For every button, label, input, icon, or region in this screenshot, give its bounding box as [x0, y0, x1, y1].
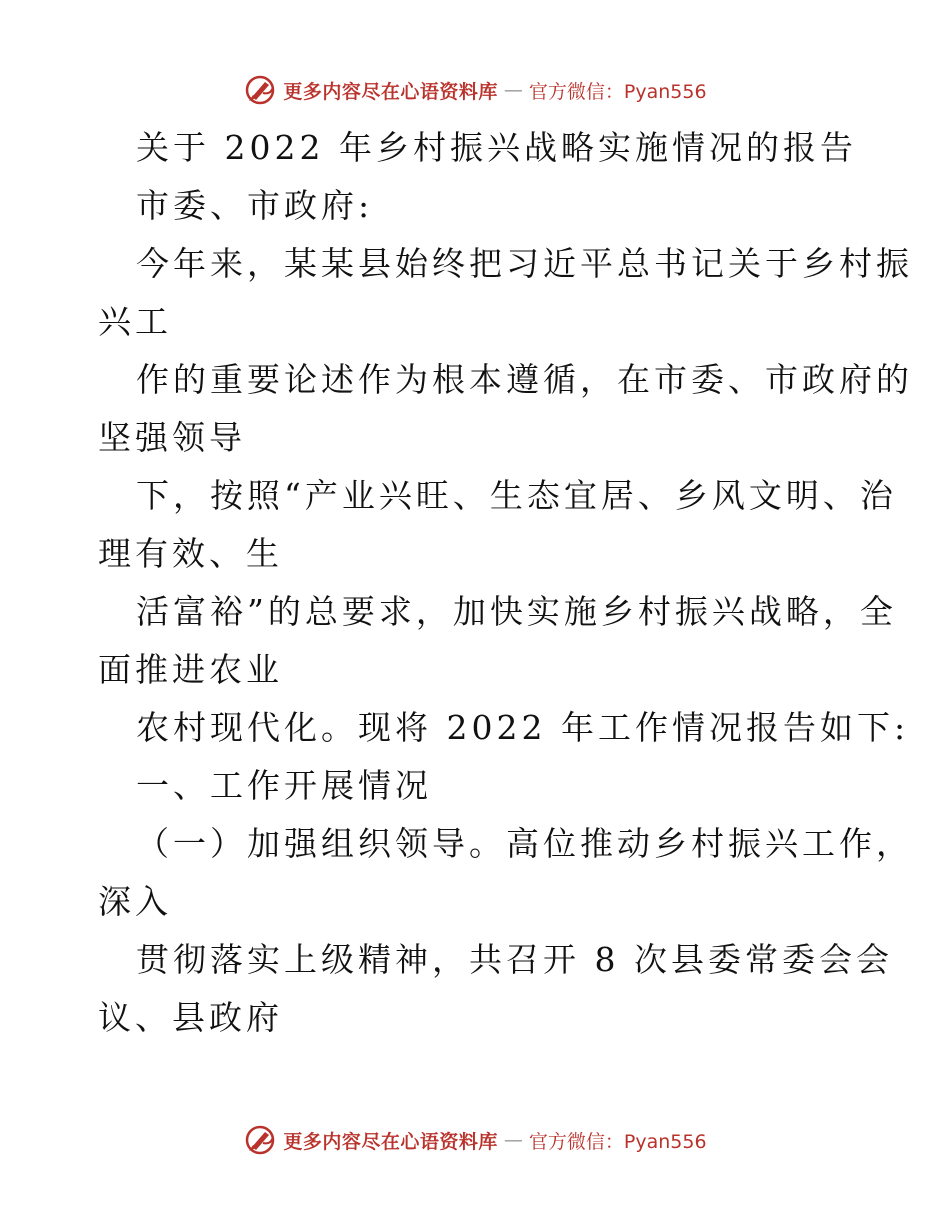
footer-banner-separator: — — [503, 1129, 523, 1151]
paragraph-line: 面推进农业 — [98, 650, 283, 689]
document-salutation: 市委、市政府: — [136, 186, 374, 225]
header-banner-separator: — — [503, 79, 523, 101]
header-banner-text: 更多内容尽在心语资料库 — [283, 80, 498, 103]
logo-icon — [243, 73, 277, 107]
paragraph-line: 农村现代化。现将 2022 年工作情况报告如下: — [136, 708, 910, 747]
paragraph-line: 今年来，某某县始终把习近平总书记关于乡村振 — [136, 244, 913, 283]
paragraph-line: 作的重要论述作为根本遵循，在市委、市政府的 — [136, 360, 913, 399]
paragraph-line: 兴工 — [98, 302, 172, 341]
paragraph-line: 活富裕”的总要求，加快实施乡村振兴战略，全 — [136, 592, 897, 631]
paragraph-line: （一）加强组织领导。高位推动乡村振兴工作， — [136, 824, 913, 863]
logo-icon — [243, 1123, 277, 1157]
footer-banner — [0, 1120, 950, 1160]
footer-banner-contact: 官方微信：Pyan556 — [528, 1130, 707, 1153]
footer-banner-text: 更多内容尽在心语资料库 — [283, 1130, 498, 1153]
document-title: 关于 2022 年乡村振兴战略实施情况的报告 — [136, 128, 857, 167]
paragraph-line: 理有效、生 — [98, 534, 283, 573]
paragraph-line: 坚强领导 — [98, 418, 246, 457]
header-banner — [0, 70, 950, 110]
paragraph-line: 贯彻落实上级精神，共召开 8 次县委常委会会 — [136, 940, 893, 979]
header-banner-contact: 官方微信：Pyan556 — [528, 80, 707, 103]
paragraph-line: 深入 — [98, 882, 172, 921]
paragraph-line: 下，按照“产业兴旺、生态宜居、乡风文明、治 — [136, 476, 897, 515]
paragraph-line: 议、县政府 — [98, 998, 283, 1037]
section-heading: 一、工作开展情况 — [136, 766, 432, 805]
